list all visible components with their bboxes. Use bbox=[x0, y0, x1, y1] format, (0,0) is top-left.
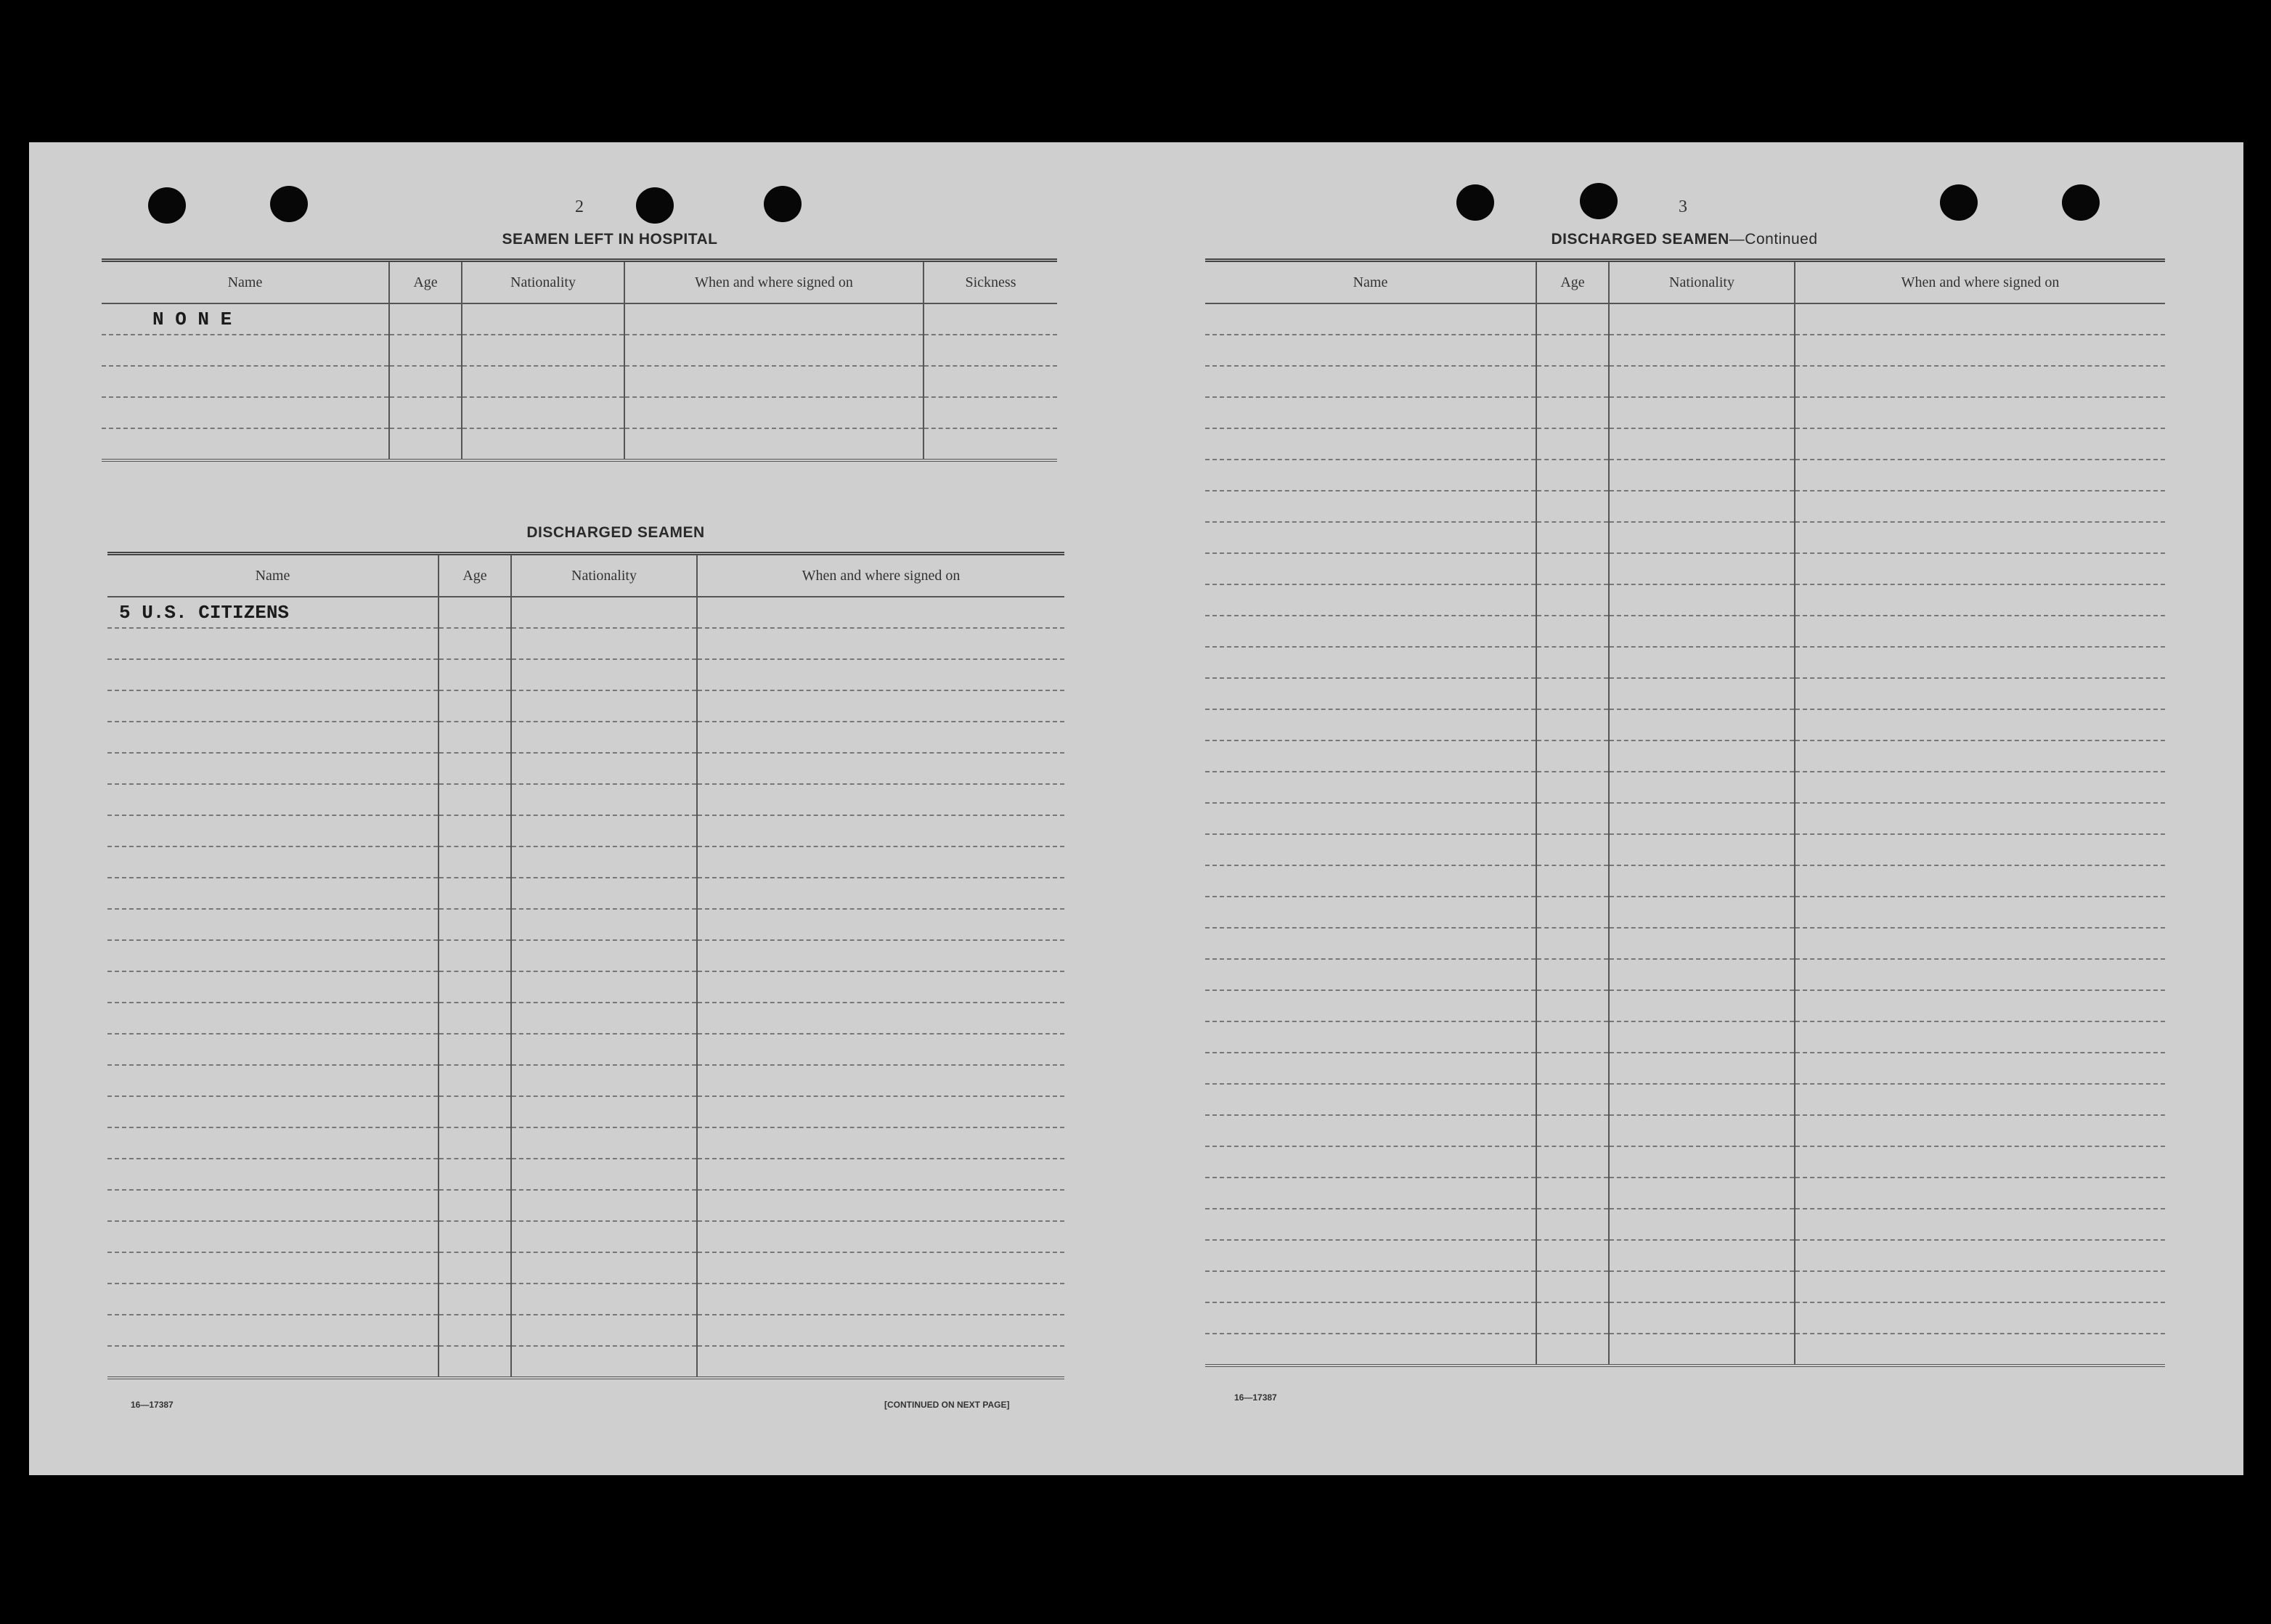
punch-hole bbox=[764, 186, 802, 222]
col-name: Name bbox=[1205, 262, 1536, 303]
table-row bbox=[102, 397, 1057, 428]
punch-hole bbox=[2062, 184, 2100, 221]
table-row bbox=[1205, 335, 2165, 366]
hospital-section-title: SEAMEN LEFT IN HOSPITAL bbox=[502, 231, 718, 248]
table-row bbox=[107, 1284, 1064, 1315]
table-row bbox=[102, 428, 1057, 460]
table-row bbox=[1205, 460, 2165, 491]
table-row bbox=[1205, 1115, 2165, 1146]
table-row bbox=[1205, 803, 2165, 834]
table-row bbox=[1205, 678, 2165, 709]
table-row bbox=[1205, 928, 2165, 959]
table-row bbox=[1205, 647, 2165, 678]
col-age: Age bbox=[439, 555, 511, 597]
table-row bbox=[107, 722, 1064, 753]
table-row bbox=[1205, 1053, 2165, 1084]
punch-hole bbox=[636, 187, 674, 224]
table-row bbox=[107, 971, 1064, 1003]
form-number-left: 16—17387 bbox=[131, 1400, 174, 1410]
table-row bbox=[1205, 1084, 2165, 1115]
table-row bbox=[107, 878, 1064, 909]
table-row bbox=[102, 335, 1057, 366]
table-row bbox=[1205, 709, 2165, 740]
table-row bbox=[1205, 897, 2165, 928]
table-row bbox=[107, 628, 1064, 659]
table-row bbox=[1205, 397, 2165, 428]
col-signed-on: When and where signed on bbox=[624, 262, 924, 303]
hospital-table bbox=[102, 258, 1057, 462]
table-row bbox=[107, 940, 1064, 971]
col-nationality: Nationality bbox=[462, 262, 624, 303]
table-row bbox=[1205, 865, 2165, 897]
table-row bbox=[1205, 990, 2165, 1021]
col-age: Age bbox=[389, 262, 462, 303]
discharged-continued-title bbox=[1205, 231, 2164, 248]
table-row bbox=[1205, 303, 2165, 335]
discharged-continued-title-main: DISCHARGED SEAMEN bbox=[1551, 231, 1729, 248]
table-row bbox=[107, 1003, 1064, 1034]
table-row bbox=[107, 1096, 1064, 1127]
punch-hole bbox=[270, 186, 308, 222]
col-signed-on: When and where signed on bbox=[697, 555, 1064, 597]
discharged-table-left bbox=[107, 552, 1064, 1379]
table-row bbox=[107, 815, 1064, 846]
table-row bbox=[1205, 772, 2165, 803]
table-row bbox=[1205, 1334, 2165, 1366]
table-row bbox=[107, 909, 1064, 940]
col-signed-on: When and where signed on bbox=[1795, 262, 2165, 303]
ledger-sheet bbox=[29, 142, 2243, 1475]
table-row bbox=[1205, 1146, 2165, 1178]
table-row bbox=[1205, 616, 2165, 647]
continued-note: [CONTINUED ON NEXT PAGE] bbox=[884, 1400, 1010, 1410]
table-row bbox=[107, 1190, 1064, 1221]
table-row bbox=[107, 659, 1064, 690]
discharged-section-title: DISCHARGED SEAMEN bbox=[526, 524, 705, 541]
table-row bbox=[1205, 1240, 2165, 1271]
table-row bbox=[107, 1346, 1064, 1378]
table-row bbox=[107, 1127, 1064, 1159]
table-row bbox=[107, 690, 1064, 722]
table-row bbox=[1205, 1209, 2165, 1240]
discharged-table-right bbox=[1205, 258, 2165, 1367]
col-sickness: Sickness bbox=[924, 262, 1057, 303]
table-row bbox=[107, 1034, 1064, 1065]
discharged-continued-title-suffix: —Continued bbox=[1729, 231, 1818, 248]
hospital-entry: N O N E bbox=[102, 303, 389, 335]
table-row bbox=[1205, 740, 2165, 772]
table-row bbox=[1205, 1271, 2165, 1302]
table-row bbox=[107, 784, 1064, 815]
table-row bbox=[1205, 366, 2165, 397]
punch-hole bbox=[1456, 184, 1494, 221]
col-age: Age bbox=[1536, 262, 1609, 303]
punch-hole bbox=[1940, 184, 1978, 221]
table-row bbox=[1205, 834, 2165, 865]
table-row bbox=[1205, 584, 2165, 616]
col-nationality: Nationality bbox=[511, 555, 697, 597]
col-nationality: Nationality bbox=[1609, 262, 1795, 303]
table-row bbox=[1205, 553, 2165, 584]
table-row bbox=[107, 1315, 1064, 1346]
punch-hole bbox=[148, 187, 186, 224]
col-name: Name bbox=[102, 262, 389, 303]
table-row bbox=[107, 846, 1064, 878]
table-row bbox=[107, 1065, 1064, 1096]
table-row bbox=[107, 597, 1064, 628]
table-row bbox=[1205, 959, 2165, 990]
table-row bbox=[107, 1252, 1064, 1284]
table-row bbox=[107, 1159, 1064, 1190]
table-row bbox=[1205, 428, 2165, 460]
table-row bbox=[107, 1221, 1064, 1252]
table-row bbox=[1205, 1021, 2165, 1053]
table-row bbox=[107, 753, 1064, 784]
table-row bbox=[1205, 1302, 2165, 1334]
table-row bbox=[102, 303, 1057, 335]
col-name: Name bbox=[107, 555, 439, 597]
table-row bbox=[1205, 491, 2165, 522]
page-number-left: 2 bbox=[575, 197, 584, 216]
table-row bbox=[102, 366, 1057, 397]
page-number-right: 3 bbox=[1679, 197, 1687, 216]
table-row bbox=[1205, 522, 2165, 553]
discharged-entry: 5 U.S. CITIZENS bbox=[107, 597, 439, 628]
table-row bbox=[1205, 1178, 2165, 1209]
punch-hole bbox=[1580, 183, 1618, 219]
form-number-right: 16—17387 bbox=[1234, 1392, 1277, 1403]
